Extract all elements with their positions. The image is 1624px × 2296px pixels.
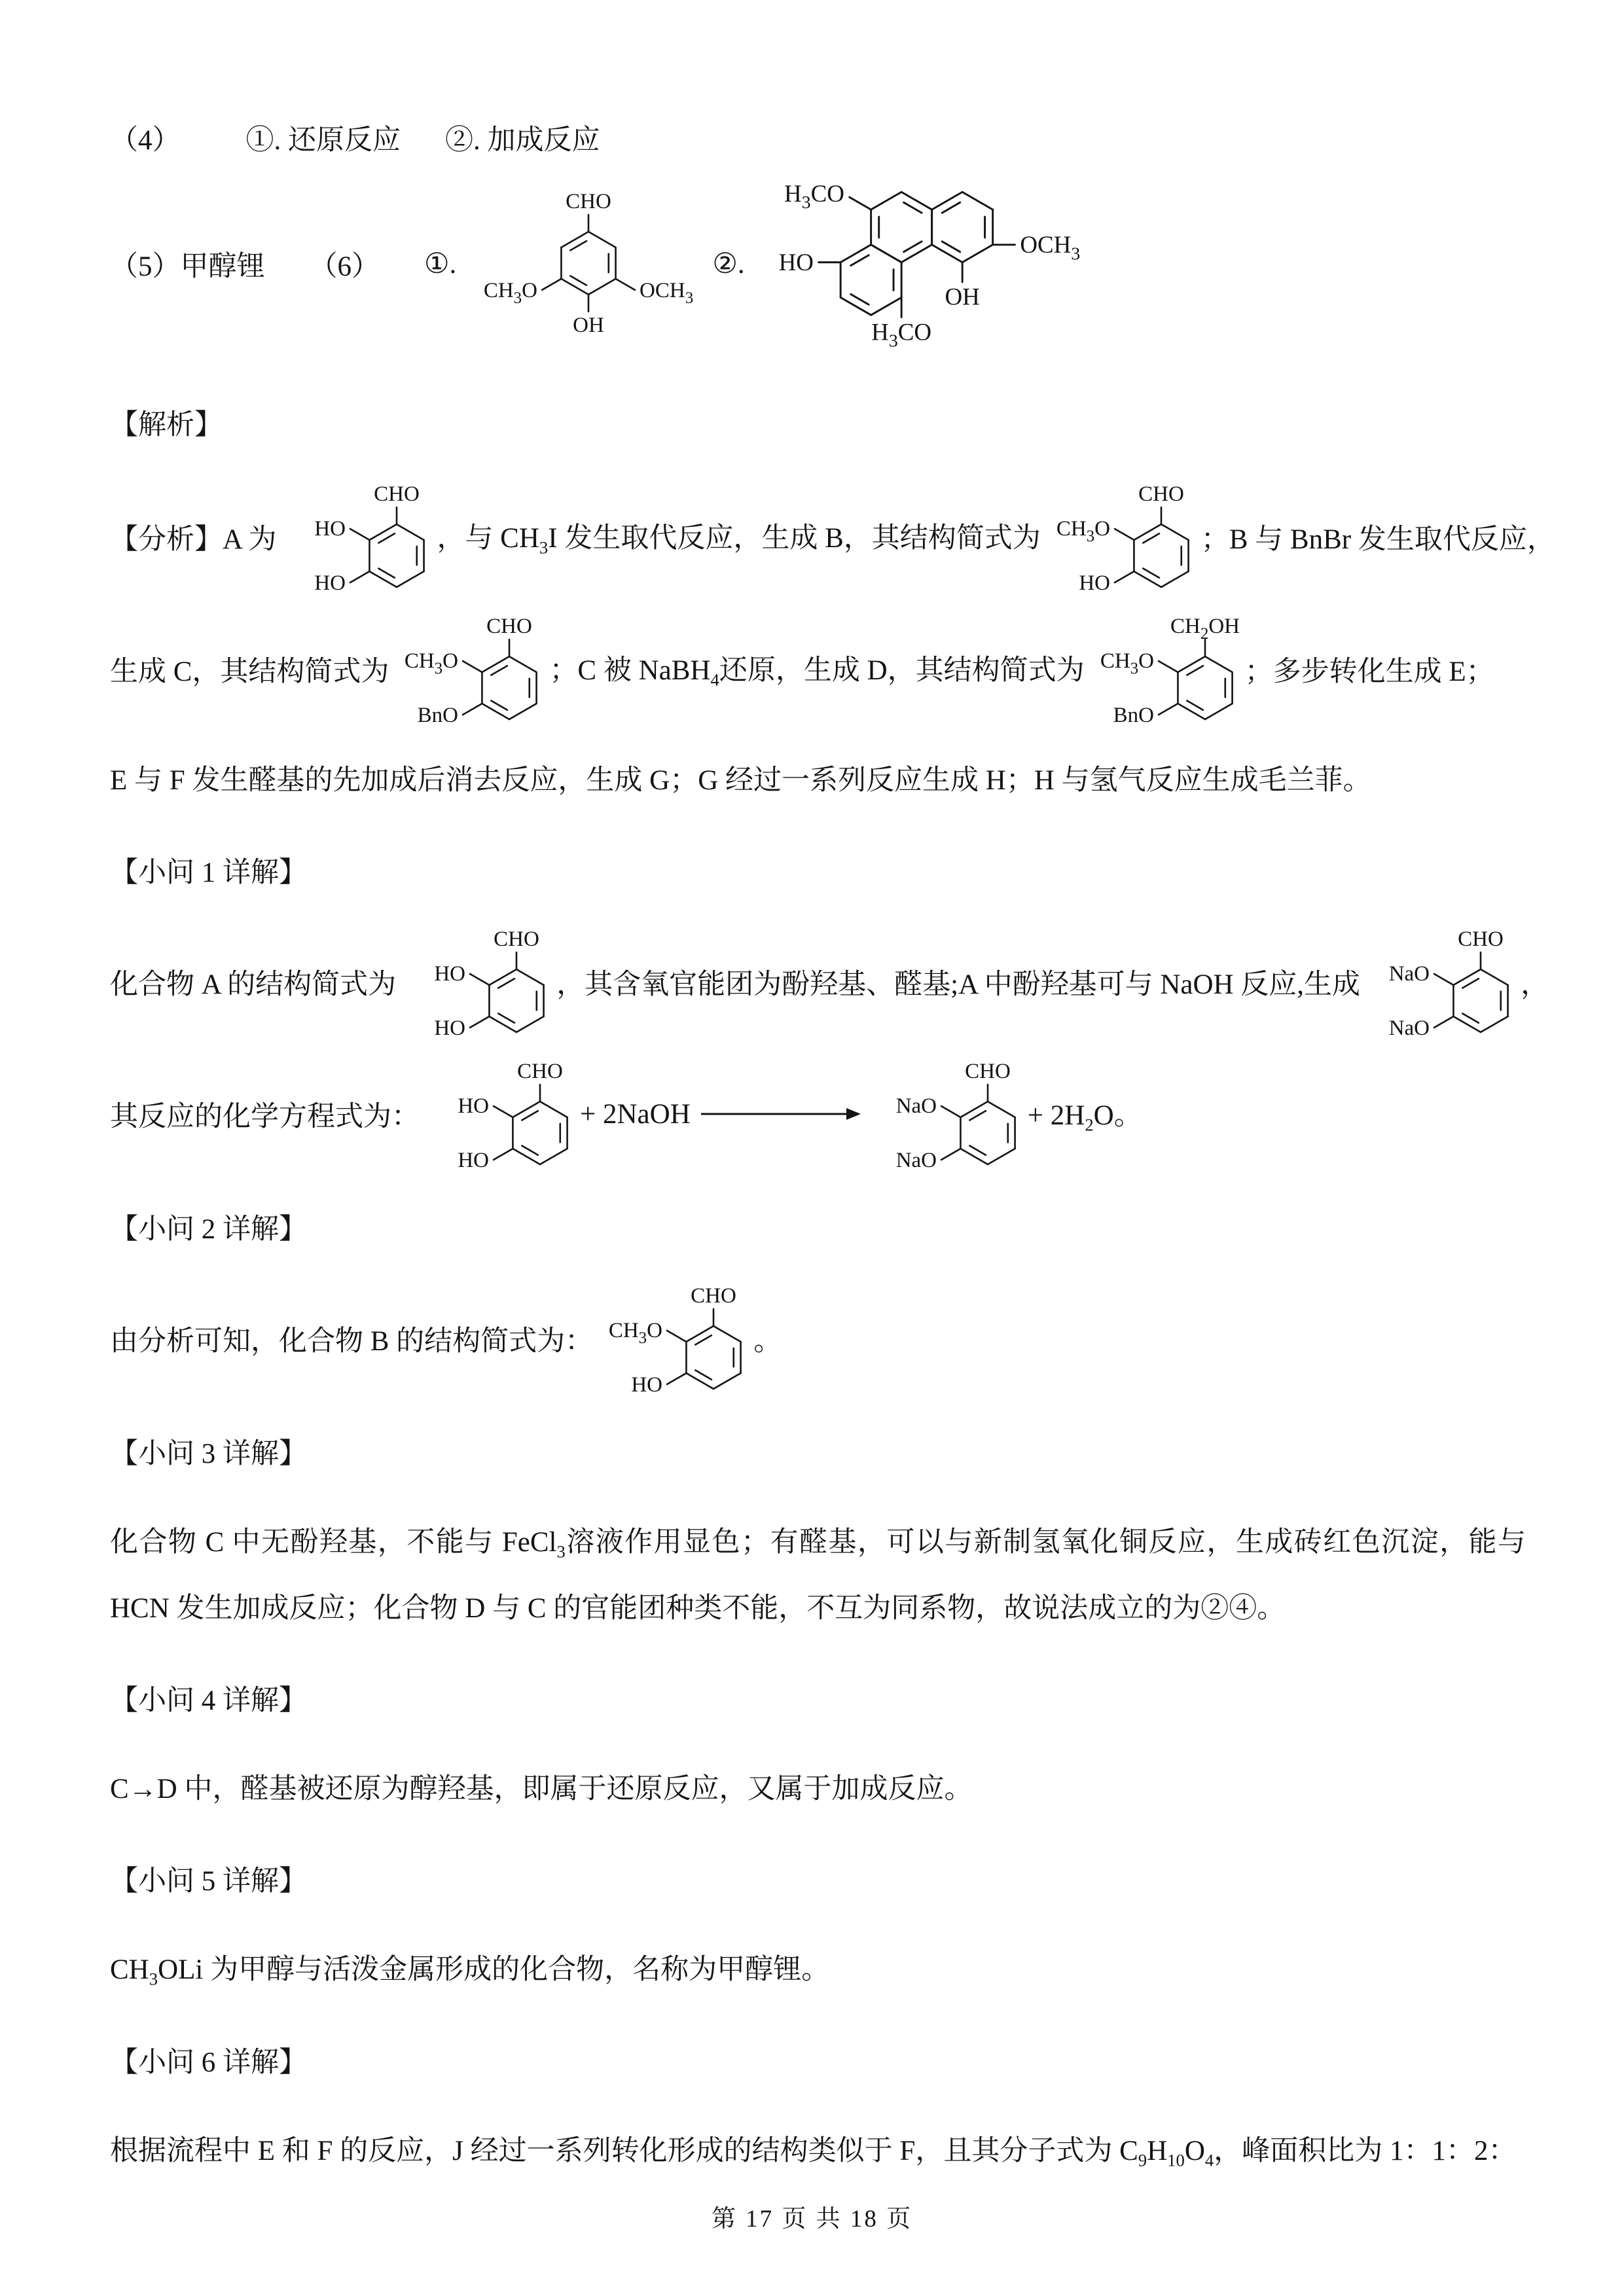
analysis-row-2 — [110, 613, 1526, 725]
svg-text:BnO: BnO — [1113, 704, 1154, 726]
svg-text:HO: HO — [631, 1373, 663, 1395]
svg-text:NaO: NaO — [895, 1094, 937, 1119]
q1-text-2: ，其含氧官能团为酚羟基、醛基;A 中酚羟基可与 NaOH 反应,生成 — [556, 969, 1361, 1000]
q1-plus-naoh: + 2NaOH — [580, 1098, 691, 1130]
document-page — [110, 118, 1555, 2233]
answer-line-q5-q6 — [110, 177, 1526, 350]
q4-answer-1: ①. 还原反应 — [245, 125, 401, 156]
structure-C — [391, 613, 547, 725]
page-number: 第 17 页 共 18 页 — [711, 2206, 913, 2233]
svg-text:CHO: CHO — [691, 1284, 737, 1308]
svg-text:HO: HO — [458, 1149, 489, 1171]
analysis-text-6: ；多步转化生成 E； — [1244, 656, 1494, 687]
q6-text: 根据流程中 E 和 F 的反应，J 经过一系列转化形成的结构类似于 F，且其分子式为 $C_9H_{10}O_4$，峰面积比为 1：1：2： — [110, 2135, 1517, 2170]
svg-text:OH: OH — [573, 314, 605, 337]
q1-equation-row — [110, 1058, 1526, 1170]
svg-text:CHO: CHO — [1458, 927, 1504, 952]
svg-text:NaO: NaO — [1388, 1016, 1430, 1039]
q1-plus-water: + $2H_2O$。 — [1027, 1100, 1142, 1135]
svg-text:BnO: BnO — [418, 704, 459, 726]
svg-text:HO: HO — [434, 1016, 466, 1039]
structure-A-sodium-salt — [1363, 925, 1518, 1038]
svg-text:H3​CO: $H_3CO$ — [784, 179, 844, 213]
q4-answer-2: ②. 加成反应 — [445, 125, 600, 156]
svg-text:CHO: CHO — [494, 927, 540, 952]
q2-text-1: 由分析可知，化合物 B 的结构简式为： — [110, 1325, 594, 1357]
structure-A — [399, 925, 554, 1038]
section-title-q1: 【小问 1 详解】 — [110, 857, 307, 889]
svg-text:H3​CO: $H_3CO$ — [871, 318, 931, 350]
svg-text:HO: HO — [1079, 571, 1110, 594]
svg-text:CH2​OH: $CH_2OH$ — [1170, 615, 1240, 643]
structure-q6-answer-1 — [471, 188, 710, 340]
analysis-text-5: ；C 被 NaBH$_4$还原，生成 D，其结构简式为 — [549, 655, 1085, 690]
q5-answer: （5）甲醇锂 — [110, 251, 265, 282]
svg-text:CHO: CHO — [486, 615, 533, 639]
q1-row-1 — [110, 925, 1549, 1039]
q6-mark-2: ②. — [712, 249, 745, 279]
section-title-q5: 【小问 5 详解】 — [110, 1866, 307, 1897]
analysis-row-1 — [110, 480, 1555, 594]
q1-text-3: ， — [1521, 969, 1549, 1000]
q1-equation-intro: 其反应的化学方程式为： — [110, 1101, 420, 1132]
svg-text:CHO: CHO — [1138, 482, 1184, 507]
structure-D — [1087, 613, 1242, 725]
structure-q6-answer-2-phenanthrene — [759, 177, 1104, 350]
reaction-arrow-icon — [698, 1105, 862, 1122]
svg-text:CH3​O: $CH_3O$ — [1100, 649, 1154, 678]
structure-A — [422, 1058, 577, 1170]
svg-text:NaO: NaO — [895, 1149, 937, 1171]
section-title-q2: 【小问 2 详解】 — [110, 1214, 307, 1246]
svg-text:CH3​O: $CH_3O$ — [609, 1319, 663, 1348]
svg-text:CH3​O: $CH_3O$ — [1056, 517, 1110, 546]
svg-text:HO: HO — [778, 249, 814, 276]
analysis-text-2: ，与 $CH_3I$ 发生取代反应，生成 B，其结构简式为 — [437, 522, 1041, 558]
structure-B — [596, 1282, 751, 1395]
analysis-text-7: E 与 F 发生醛基的先加成后消去反应，生成 G；G 经过一系列反应生成 H；H 与氢气反应生成毛兰菲。 — [110, 765, 1371, 797]
answer-line-q4 — [110, 118, 1526, 158]
analysis-text-4: 生成 C，其结构简式为 — [110, 656, 389, 687]
structure-B — [1043, 480, 1199, 593]
svg-text:HO: HO — [314, 517, 346, 541]
svg-text:CHO: CHO — [517, 1060, 563, 1084]
analysis-text-3: ；B 与 BnBr 发生取代反应， — [1200, 524, 1555, 555]
section-title-q3: 【小问 3 详解】 — [110, 1439, 307, 1470]
section-title-jiexi: 【解析】 — [110, 410, 223, 440]
structure-A-sodium-salt — [870, 1058, 1025, 1170]
svg-text:CHO: CHO — [964, 1060, 1011, 1084]
svg-text:CHO: CHO — [374, 482, 420, 507]
svg-text:NaO: NaO — [1388, 962, 1430, 986]
q4-label: （4） — [110, 125, 181, 156]
svg-text:CH3​O: $CH_3O$ — [405, 649, 459, 678]
svg-text:OCH3​: $OCH_3$ — [640, 279, 694, 307]
svg-text:CHO: CHO — [566, 190, 612, 213]
svg-text:HO: HO — [434, 962, 466, 986]
q6-label: （6） — [309, 251, 380, 282]
q1-text-1: 化合物 A 的结构简式为 — [110, 969, 397, 1000]
q2-text-2: 。 — [753, 1325, 782, 1357]
q4-text: C→D 中，醛基被还原为醇羟基，即属于还原反应，又属于加成反应。 — [110, 1774, 973, 1805]
q3-text: 化合物 C 中无酚羟基，不能与 FeCl$_3$溶液作用显色；有醛基，可以与新制氢氧化铜反应，生成砖红色沉淀，能与 HCN 发生加成反应；化合物 D 与 C 的官能团种类不能，不互为同系物，故说法成立的为②④。 — [110, 1527, 1526, 1624]
analysis-text-1: 【分析】A 为 — [110, 524, 277, 555]
section-title-q6: 【小问 6 详解】 — [110, 2047, 307, 2078]
svg-text:HO: HO — [458, 1094, 489, 1119]
svg-text:OH: OH — [945, 283, 980, 310]
q6-mark-1: ①. — [424, 249, 457, 279]
svg-text:HO: HO — [314, 571, 346, 594]
svg-text:CH3​O: $CH_3O$ — [484, 279, 538, 307]
structure-A — [279, 480, 434, 593]
q5-text: $CH_3OLi$ 为甲醇与活泼金属形成的化合物，名称为甲醇锂。 — [110, 1954, 830, 1990]
svg-text:OCH3​: $OCH_3$ — [1019, 231, 1080, 264]
section-title-q4: 【小问 4 详解】 — [110, 1685, 307, 1717]
q2-row — [110, 1282, 1526, 1395]
